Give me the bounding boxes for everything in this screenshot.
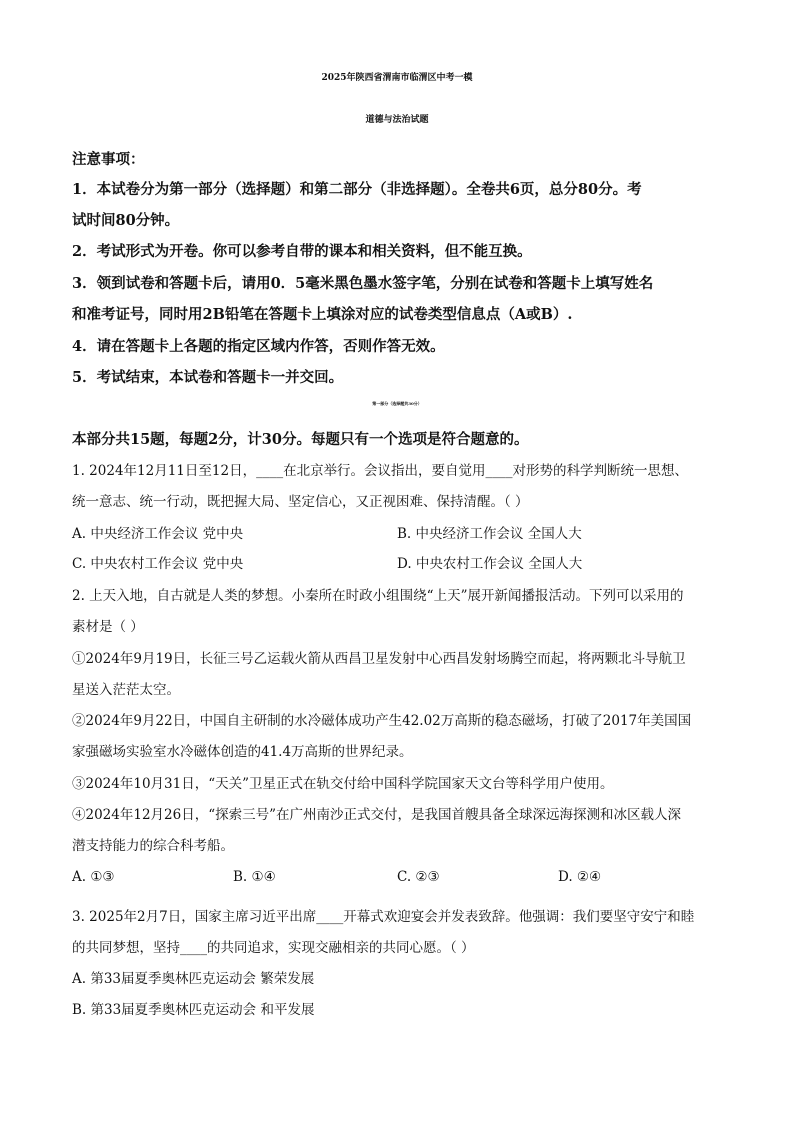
q2-option-d: D. ②④ [558,869,602,885]
q1-stem-line-1: 1. 2024年12月11日至12日，____在北京举行。会议指出，要自觉用____对形势的科学判断统一思想、 [72,463,689,479]
notice-item-1-line-2: 试时间80分钟。 [72,212,180,229]
q1-option-c: C. 中央农村工作会议 党中央 [72,556,244,572]
q2-material-1-line-1: ①2024年9月19日，长征三号乙运载火箭从西昌卫星发射中心西昌发射场腾空而起，将两颗北斗导航卫 [72,651,686,667]
q2-option-a: A. ①③ [72,869,115,885]
page-title: 2025年陕西省渭南市临渭区中考一模 [321,73,473,83]
notice-item-4: 4．请在答题卡上各题的指定区域内作答，否则作答无效。 [72,338,445,355]
q2-option-b: B. ①④ [233,869,276,885]
q1-option-b: B. 中央经济工作会议 全国人大 [397,526,582,542]
notice-heading: 注意事项： [72,151,145,168]
q2-material-3: ③2024年10月31日，“天关”卫星正式在轨交付给中国科学院国家天文台等科学用户使用。 [72,776,614,792]
q1-option-d: D. 中央农村工作会议 全国人大 [397,556,583,572]
notice-item-2: 2．考试形式为开卷。你可以参考自带的课本和相关资料，但不能互换。 [72,243,532,260]
q2-material-1-line-2: 星送入茫茫太空。 [72,682,180,698]
q1-stem-line-2: 统一意志、统一行动，既把握大局、坚定信心，又正视困难、保持清醒。（ ） [72,494,529,510]
part1-heading: 第一部分（选择题共30分） [372,401,422,406]
q2-material-4-line-2: 潜支持能力的综合科考船。 [72,838,234,854]
notice-item-5: 5．考试结束，本试卷和答题卡一并交回。 [72,369,344,386]
q1-option-a: A. 中央经济工作会议 党中央 [72,526,244,542]
q2-stem-line-2: 素材是（ ） [72,619,144,635]
notice-item-3-line-2: 和准考证号，同时用2B铅笔在答题卡上填涂对应的试卷类型信息点（A或B）. [72,306,573,323]
q2-material-2-line-1: ②2024年9月22日，中国自主研制的水冷磁体成功产生42.02万高斯的稳态磁场，打破了2017年美国国 [72,713,692,729]
q2-material-2-line-2: 家强磁场实验室水冷磁体创造的41.4万高斯的世界纪录。 [72,744,413,760]
q2-stem-line-1: 2. 上天入地，自古就是人类的梦想。小秦所在时政小组围绕“上天”展开新闻播报活动。下列可以采用的 [72,588,684,604]
q2-option-c: C. ②③ [397,869,440,885]
q2-material-4-line-1: ④2024年12月26日，“探索三号”在广州南沙正式交付，是我国首艘具备全球深远海探测和冰区载人深 [72,807,682,823]
q3-stem-line-2: 的共同梦想，坚持____的共同追求，实现交融相亲的共同心愿。（ ） [72,940,475,956]
notice-item-1-line-1: 1．本试卷分为第一部分（选择题）和第二部分（非选择题）。全卷共6页，总分80分。考 [72,181,642,198]
page-subtitle: 道德与法治试题 [365,115,429,125]
part1-instruction: 本部分共15题，每题2分，计30分。每题只有一个选项是符合题意的。 [72,431,529,448]
q3-option-a: A. 第33届夏季奥林匹克运动会 繁荣发展 [72,971,315,987]
notice-item-3-line-1: 3．领到试卷和答题卡后，请用0．5毫米黑色墨水签字笔，分别在试卷和答题卡上填写姓名 [72,275,654,292]
q3-stem-line-1: 3. 2025年2月7日，国家主席习近平出席____开幕式欢迎宴会并发表致辞。他强调：我们要坚守安宁和睦 [72,909,695,925]
q3-option-b: B. 第33届夏季奥林匹克运动会 和平发展 [72,1002,315,1018]
